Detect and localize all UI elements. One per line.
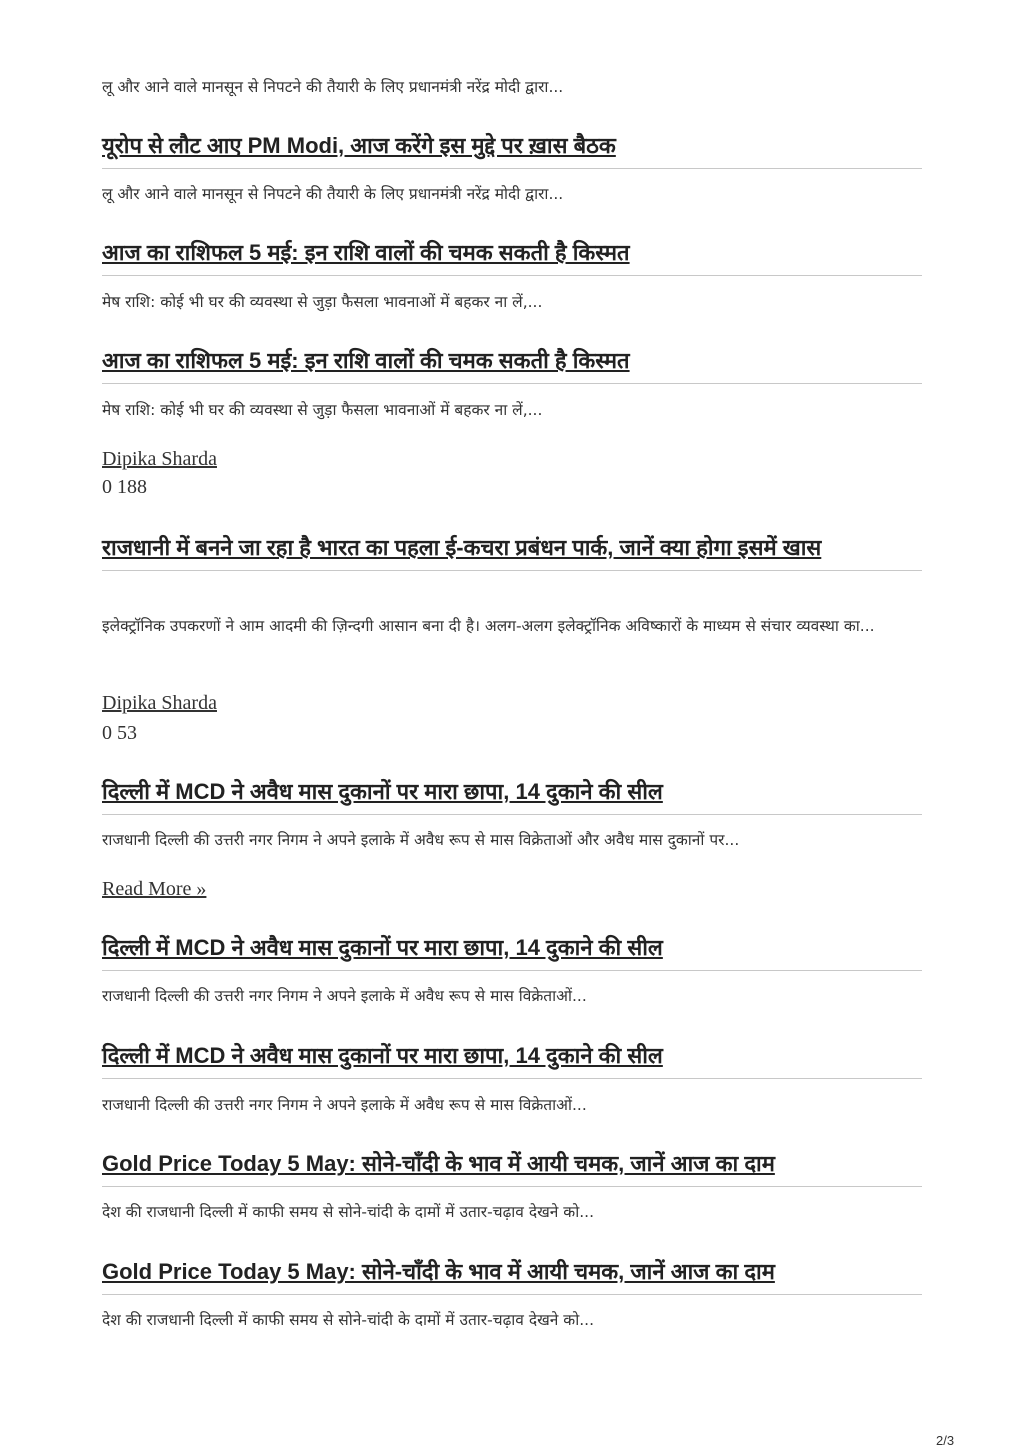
excerpt: देश की राजधानी दिल्ली में काफी समय से सोने-चांदी के दामों में उतार-चढ़ाव देखने को... [102, 1311, 594, 1329]
author-link[interactable]: Dipika Sharda [102, 692, 217, 714]
comment-view-count: 0 188 [102, 476, 147, 498]
excerpt: इलेक्ट्रॉनिक उपकरणों ने आम आदमी की ज़िन्दगी आसान बना दी है। अलग-अलग इलेक्ट्रॉनिक अविष्कारों के माध्यम से संचार व्यवस्था का... [102, 617, 875, 635]
headline-link[interactable]: दिल्ली में MCD ने अवैध मास दुकानों पर मारा छापा, 14 दुकाने की सील [102, 933, 922, 971]
excerpt: मेष राशि: कोई भी घर की व्यवस्था से जुड़ा फैसला भावनाओं में बहकर ना लें,... [102, 293, 543, 311]
excerpt: राजधानी दिल्ली की उत्तरी नगर निगम ने अपने इलाके में अवैध रूप से मास विक्रेताओं... [102, 1096, 587, 1114]
excerpt: लू और आने वाले मानसून से निपटने की तैयारी के लिए प्रधानमंत्री नरेंद्र मोदी द्वारा... [102, 185, 564, 203]
excerpt: मेष राशि: कोई भी घर की व्यवस्था से जुड़ा फैसला भावनाओं में बहकर ना लें,... [102, 401, 543, 419]
read-more-link[interactable]: Read More » [102, 878, 207, 900]
comment-view-count: 0 53 [102, 722, 137, 744]
headline-link[interactable]: Gold Price Today 5 May: सोने-चाँदी के भाव में आयी चमक, जानें आज का दाम [102, 1257, 922, 1295]
excerpt: राजधानी दिल्ली की उत्तरी नगर निगम ने अपने इलाके में अवैध रूप से मास विक्रेताओं और अवैध मास दुकानों पर... [102, 831, 740, 849]
headline-link[interactable]: आज का राशिफल 5 मई: इन राशि वालों की चमक सकती है किस्मत [102, 346, 922, 384]
headline-link[interactable]: Gold Price Today 5 May: सोने-चाँदी के भाव में आयी चमक, जानें आज का दाम [102, 1149, 922, 1187]
page-number: 2/3 [936, 1433, 955, 1448]
excerpt: राजधानी दिल्ली की उत्तरी नगर निगम ने अपने इलाके में अवैध रूप से मास विक्रेताओं... [102, 987, 587, 1005]
excerpt: देश की राजधानी दिल्ली में काफी समय से सोने-चांदी के दामों में उतार-चढ़ाव देखने को... [102, 1203, 594, 1221]
author-link[interactable]: Dipika Sharda [102, 448, 217, 470]
headline-link[interactable]: यूरोप से लौट आए PM Modi, आज करेंगे इस मुद्दे पर ख़ास बैठक [102, 131, 922, 169]
headline-link[interactable]: राजधानी में बनने जा रहा है भारत का पहला ई-कचरा प्रबंधन पार्क, जानें क्या होगा इसमें खास [102, 533, 922, 571]
headline-link[interactable]: आज का राशिफल 5 मई: इन राशि वालों की चमक सकती है किस्मत [102, 238, 922, 276]
headline-link[interactable]: दिल्ली में MCD ने अवैध मास दुकानों पर मारा छापा, 14 दुकाने की सील [102, 777, 922, 815]
excerpt: लू और आने वाले मानसून से निपटने की तैयारी के लिए प्रधानमंत्री नरेंद्र मोदी द्वारा... [102, 78, 564, 96]
headline-link[interactable]: दिल्ली में MCD ने अवैध मास दुकानों पर मारा छापा, 14 दुकाने की सील [102, 1041, 922, 1079]
